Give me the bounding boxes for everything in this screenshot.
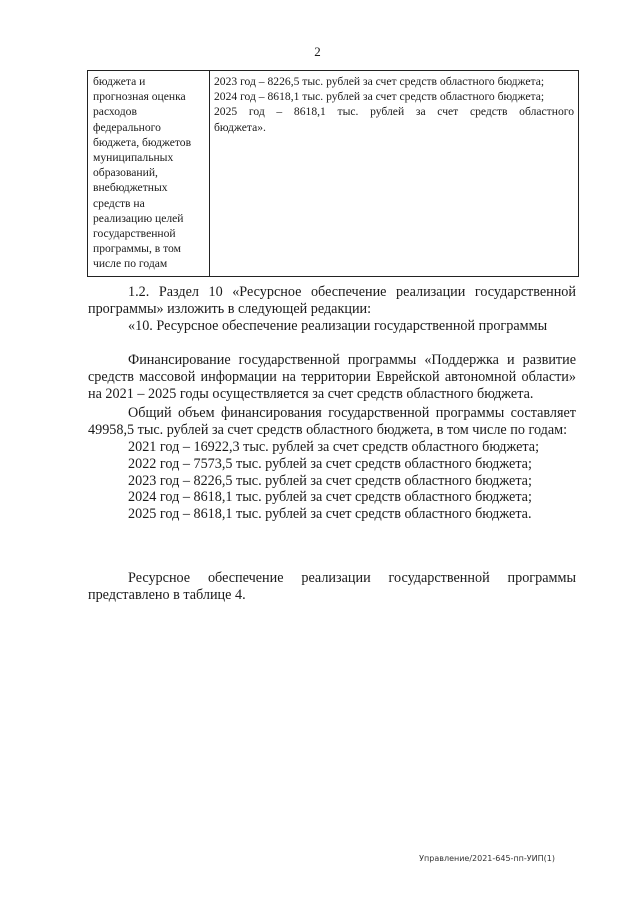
year-line: 2022 год – 7573,5 тыс. рублей за счет средств областного бюджета;: [128, 455, 532, 472]
financing-block: [88, 352, 576, 523]
resource-table: [87, 70, 579, 277]
cell-text-line: образований,: [93, 166, 158, 180]
cell-text-line: средств на: [93, 196, 145, 210]
cell-text-line: внебюджетных: [93, 181, 168, 195]
resource-paragraph: Ресурсное обеспечение реализации государственной программы представлено в таблице 4.: [88, 570, 576, 603]
cell-text-line: 2023 год – 8226,5 тыс. рублей за счет средств областного бюджета;: [214, 75, 545, 88]
year-line: 2021 год – 16922,3 тыс. рублей за счет средств областного бюджета;: [128, 438, 540, 455]
year-line: 2025 год – 8618,1 тыс. рублей за счет средств областного бюджета.: [128, 506, 532, 523]
cell-text-line: программы, в том: [93, 242, 181, 256]
year-line: 2024 год – 8618,1 тыс. рублей за счет средств областного бюджета;: [128, 489, 532, 506]
financing-paragraph: Финансирование государственной программы «Поддержка и развитие средств массовой информации на территории Еврейской автономной области» на 2021 – 2025 годы осуществляется за счет средств областного бюджета.: [88, 352, 576, 402]
cell-text-line: федерального: [93, 120, 161, 134]
cell-text-line: реализацию целей: [93, 211, 184, 225]
section-intro-block: [88, 284, 576, 334]
section-heading: «10. Ресурсное обеспечение реализации государственной программы: [128, 317, 548, 334]
cell-text-line: муниципальных: [93, 151, 174, 165]
total-paragraph: Общий объем финансирования государственной программы составляет 49958,5 тыс. рублей за счет средств областного бюджета, в том числе по годам:: [88, 405, 576, 439]
cell-text-line: прогнозная оценка: [93, 90, 186, 104]
table-cell-value: [210, 71, 579, 277]
cell-text-line: расходов: [93, 105, 137, 119]
section-intro: 1.2. Раздел 10 «Ресурсное обеспечение реализации государственной программы» изложить в следующей редакции:: [88, 284, 576, 317]
table-cell-label: [88, 71, 210, 277]
resource-block: [88, 570, 576, 604]
page-number: 2: [314, 44, 321, 59]
cell-text-line: числе по годам: [93, 257, 168, 271]
cell-text-line: бюджета и: [93, 75, 146, 88]
cell-text-line: государственной: [93, 227, 176, 241]
cell-text-line: 2024 год – 8618,1 тыс. рублей за счет средств областного бюджета;: [214, 90, 545, 104]
year-line: 2023 год – 8226,5 тыс. рублей за счет средств областного бюджета;: [128, 472, 532, 489]
cell-text-line: бюджета, бюджетов: [93, 135, 192, 149]
cell-text-line: 2025 год – 8618,1 тыс. рублей за счет средств областного: [214, 105, 574, 119]
footer-document-code: Управление/2021-645-пп-УИП(1): [419, 854, 555, 863]
cell-text-line: бюджета».: [214, 120, 266, 134]
table-row: [88, 71, 579, 277]
